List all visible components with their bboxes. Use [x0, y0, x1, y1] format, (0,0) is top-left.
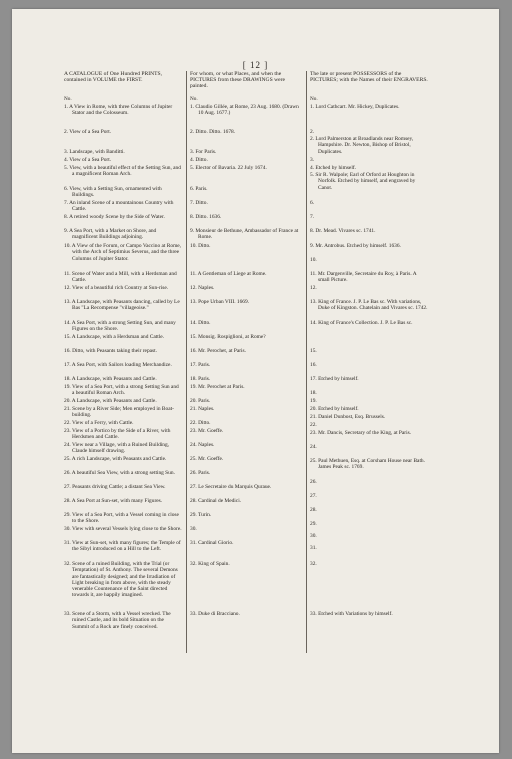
- entry-29: 29. View of a Sea Port, with a Vessel coming in close to the Shore.: [64, 512, 179, 525]
- entry-8: 8. Ditto. 1636.: [190, 214, 222, 220]
- entry-25: 25. Mr. Goeffe.: [190, 456, 224, 462]
- entry-24: 24. View near a Village, with a Ruined Building, Claude himself drawing.: [64, 442, 170, 455]
- entry-1: 1. Claudio Gillée, at Rome, 23 Aug. 1680. (Drawn 10 Aug. 1677.): [190, 104, 299, 117]
- entry-18: 18.: [310, 390, 317, 396]
- entry-11: 11. Mr. Dargenville, Secretaire du Roy, à Paris. A small Picture.: [310, 271, 417, 284]
- entry-2: 2. View of a Sea Port.: [64, 129, 112, 135]
- column-divider: [186, 71, 187, 653]
- entry-23: 23. View of a Portico by the Side of a River, with Herdsmen and Cattle.: [64, 428, 171, 441]
- entry-28: 28. A Sea Port at Sun-set, with many Figures.: [64, 498, 163, 504]
- number-label: No.: [310, 96, 318, 102]
- entry-32: 32. Scene of a ruined Building, with the Trial (or Temptation) of St. Anthony. The several Demons are fantastically designed; and the Irradiation of Light breaking in from above, with the steady venerable Countenance of the Saint directed towards it, are happily imagined.: [64, 561, 178, 599]
- number-label: No.: [190, 96, 198, 102]
- entry-14: 14. A Sea Port, with a strong Setting Sun, and many Figures on the Shore.: [64, 320, 176, 333]
- possessors-heading: The late or present POSSESSORS of the PICTURES; with the Names of their ENGRAVERS.: [310, 71, 428, 84]
- catalogue-heading: A CATALOGUE of One Hundred PRINTS, contained in VOLUME the FIRST.: [64, 71, 163, 84]
- column-divider: [306, 71, 307, 653]
- entry-30: 30. View with several Vessels lying close to the Shore.: [64, 526, 182, 532]
- entry-27: 27.: [310, 493, 317, 499]
- entry-27: 27. Peasants driving Cattle; a distant Sea View.: [64, 484, 166, 490]
- entry-31: 31. View at Sun-set, with many figures; the Temple of the Sibyl introduced on a Hill to the Left.: [64, 540, 181, 553]
- entry-8: 8. A retired woody Scene by the Side of Water.: [64, 214, 165, 220]
- entry-18: 18. Paris.: [190, 376, 211, 382]
- entry-16: 16. Ditto, with Peasants taking their repast.: [64, 348, 157, 354]
- entry-15: 15. Monsig. Rospiglioni, at Rome?: [190, 334, 266, 340]
- entry-12: 12. View of a beautiful rich Country at Sun-rise.: [64, 285, 169, 291]
- entry-22: 22. View of a Ferry, with Cattle.: [64, 420, 134, 426]
- entry-3: 3. Landscape, with Banditti.: [64, 149, 125, 155]
- entry-5: 5. Sir R. Walpole; Earl of Orford at Houghton in Norfolk. Etched by himself, and engraved by Canot.: [310, 172, 416, 191]
- entry-23: 23. Mr. Goeffe.: [190, 428, 224, 434]
- entry-29: 29.: [310, 521, 317, 527]
- catalogue-column: [64, 71, 182, 630]
- entry-33: 33. Scene of a Storm, with a Vessel wrecked. The ruined Castle, and its bold Situation on the Summit of a Rock are finely conceived.: [64, 611, 171, 630]
- entry-32: 32. King of Spain.: [190, 561, 230, 567]
- entry-8: 8. Dr. Mead. Vivares sc. 1741.: [310, 228, 376, 234]
- entry-6: 6. Paris.: [190, 186, 208, 192]
- entry-26: 26.: [310, 479, 317, 485]
- entry-28: 28.: [310, 507, 317, 513]
- entry-17: 17. Etched by himself.: [310, 376, 359, 382]
- entry-4: 4. View of a Sea Port.: [64, 157, 112, 163]
- entry-5: 5. View, with a beautiful effect of the Setting Sun, and a magnificent Roman Arch.: [64, 165, 181, 178]
- entry-5: 5. Elector of Bavaria. 22 July 1674.: [190, 165, 267, 171]
- entry-3: 3. For Paris.: [190, 149, 217, 155]
- entry-9: 9. A Sea Port, with a Market on Shore, and magnificent Buildings adjoining.: [64, 228, 157, 241]
- entry-21: 21. Naples.: [190, 406, 215, 412]
- entry-4: 4. Etched by himself.: [310, 165, 356, 171]
- entry-6: 6. View, with a Setting Sun, ornamented with Buildings.: [64, 186, 162, 199]
- entry-13: 13. Pope Urban VIII. 1669.: [190, 299, 250, 305]
- entry-1: 1. Lord Cathcart. Mr. Hickey, Duplicates.: [310, 104, 400, 110]
- entry-9: 9. Mr. Antrobus. Etched by himself. 1636.: [310, 243, 401, 249]
- entry-6: 6.: [310, 200, 315, 206]
- entry-20: 20. Paris.: [190, 398, 211, 404]
- entry-14: 14. King of France's Collection. J. P. Le Bas sc.: [310, 320, 413, 326]
- entry-24: 24. Naples.: [190, 442, 215, 448]
- entry-17: 17. Paris.: [190, 362, 211, 368]
- entry-10: 10.: [310, 257, 317, 263]
- entry-33: 33. Duke di Bracciano.: [190, 611, 240, 617]
- entry-16: 16.: [310, 362, 317, 368]
- entry-3: 3.: [310, 157, 315, 163]
- painted-for-heading: For whom, or what Places, and when the PICTURES from these DRAWINGS were painted.: [190, 71, 285, 90]
- entry-22: 22. Ditto.: [190, 420, 211, 426]
- entry-19: 19. Mr. Perochet at Paris.: [190, 384, 245, 390]
- entry-2: 2. Ditto. Ditto. 1678.: [190, 129, 236, 135]
- entry-29: 29. Turin.: [190, 512, 212, 518]
- entry-16: 16. Mr. Perochet, at Paris.: [190, 348, 246, 354]
- entry-31: 31. Cardinal Giorio.: [190, 540, 234, 546]
- entry-11: 11. Scene of Water and a Mill, with a Herdsman and Cattle.: [64, 271, 177, 284]
- entry-21: 21. Daniel Dunbost, Esq. Brussels.: [310, 414, 386, 420]
- entry-4: 4. Ditto.: [190, 157, 208, 163]
- entry-13: 13. A Landscape, with Peasants dancing, called by Le Bas "La Recompense "villageoise.": [64, 299, 180, 312]
- entry-15: 15. A Landscape, with a Herdsman and Cattle.: [64, 334, 164, 340]
- entry-23: 23. Mr. Dancis, Secretary of the King, at Paris.: [310, 430, 412, 436]
- entry-30: 30.: [190, 526, 197, 532]
- entry-33: 33. Etched with Variations by himself.: [310, 611, 393, 617]
- entry-32: 32.: [310, 561, 317, 567]
- entry-2a: 2.: [310, 129, 315, 135]
- entry-17: 17. A Sea Port, with Sailors loading Merchandize.: [64, 362, 172, 368]
- entry-14: 14. Ditto.: [190, 320, 211, 326]
- entry-12: 12. Naples.: [190, 285, 215, 291]
- entry-11: 11. A Gentleman of Liege at Rome.: [190, 271, 267, 277]
- entry-7: 7. An inland Scene of a mountainous Country with Cattle.: [64, 200, 174, 213]
- entry-25: 25. Paul Methuen, Esq. at Corsham House near Bath. James Peak sc. 1769.: [310, 458, 425, 471]
- entry-27: 27. Le Secretaire du Marquis Quraue.: [190, 484, 272, 490]
- entry-21: 21. Scene by a River Side; Men employed in Boat-building.: [64, 406, 174, 419]
- entry-22: 22.: [310, 422, 317, 428]
- entry-9: 9. Monsieur de Bethune, Ambassador of France at Rome.: [190, 228, 299, 241]
- entry-26: 26. Paris.: [190, 470, 211, 476]
- entry-15: 15.: [310, 348, 317, 354]
- entry-26: 26. A beautiful Sea View, with a strong setting Sun.: [64, 470, 175, 476]
- entry-25: 25. A rich Landscape, with Peasants and Cattle.: [64, 456, 167, 462]
- entry-24: 24.: [310, 444, 317, 450]
- page-number: [ 12 ]: [242, 60, 269, 70]
- entry-30: 30.: [310, 533, 317, 539]
- entry-19: 19. View of a Sea Port, with a strong Setting Sun and a beautiful Roman Arch.: [64, 384, 179, 397]
- entry-28: 28. Cardinal de Medici.: [190, 498, 242, 504]
- entry-12: 12.: [310, 285, 317, 291]
- entry-20: 20. Etched by himself.: [310, 406, 359, 412]
- entry-7: 7. Ditto.: [190, 200, 208, 206]
- entry-7: 7.: [310, 214, 315, 220]
- entry-2b: 2. Lord Palmerston at Broadlands near Romsey, Hampshire. Dr. Newton, Bishop of Bristol, Duplicates.: [310, 136, 414, 155]
- entry-10: 10. Ditto.: [190, 243, 211, 249]
- entry-1: 1. A View in Rome, with three Columns of Jupiter Stator and the Colosseum.: [64, 104, 173, 117]
- entry-31: 31.: [310, 545, 317, 551]
- entry-10: 10. A View of the Forum, or Campo Vaccino at Rome, with the Arch of Septimius Severus, and the three Columns of Jupiter Stator.: [64, 243, 182, 262]
- possessors-column: [310, 71, 428, 617]
- entry-20: 20. A Landscape, with Peasants and Cattle.: [64, 398, 157, 404]
- entry-13: 13. King of France. J. P. Le Bas sc. With variations, Duke of Kingston. Chatelain and Vivares sc. 1742.: [310, 299, 428, 312]
- painted-for-column: [190, 71, 302, 617]
- entry-18: 18. A Landscape, with Peasants and Cattle.: [64, 376, 157, 382]
- entry-19: 19.: [310, 398, 317, 404]
- number-label: No.: [64, 96, 72, 102]
